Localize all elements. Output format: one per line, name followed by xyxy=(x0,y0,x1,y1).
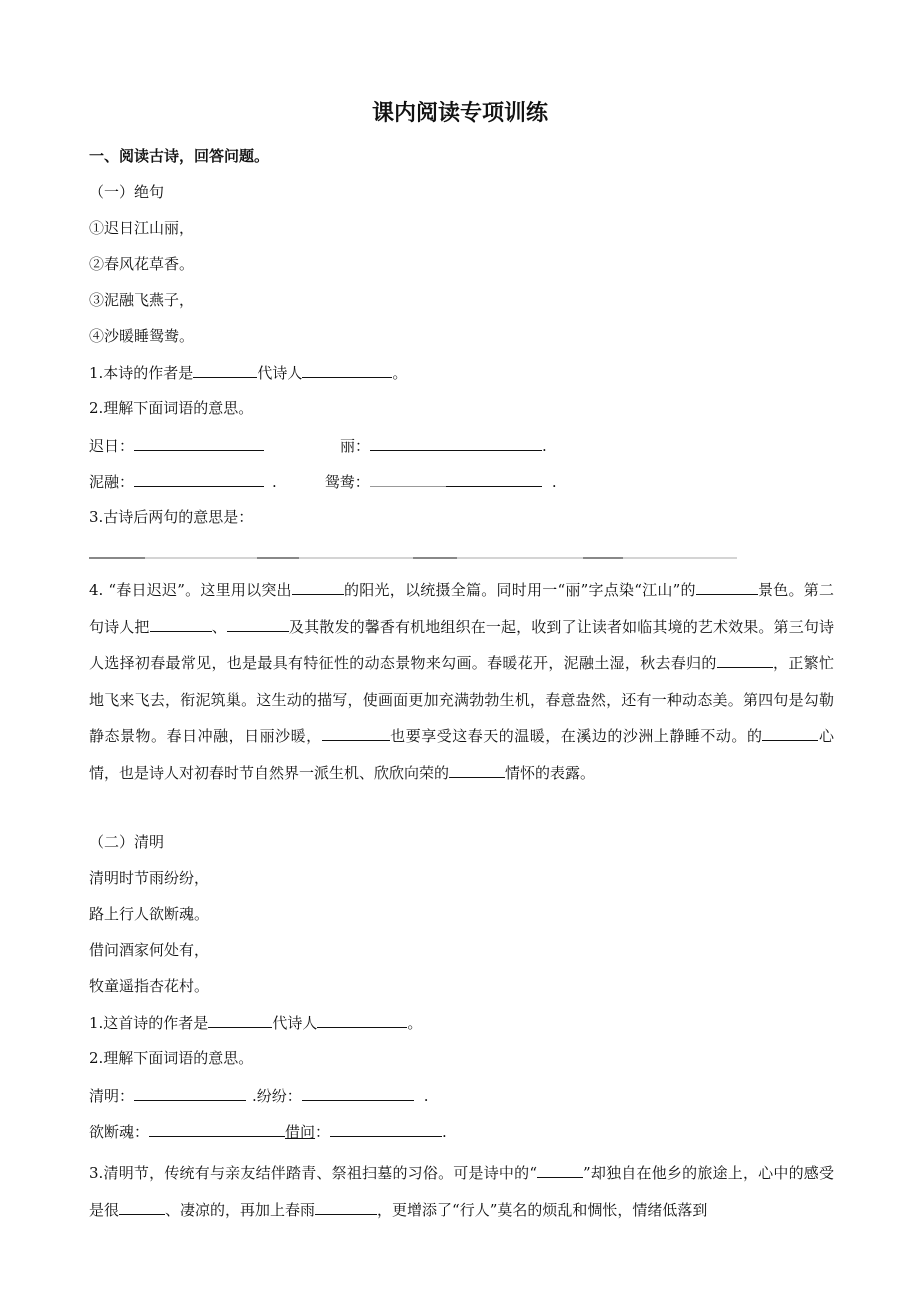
term-jiewen-label: 借问 xyxy=(285,1123,316,1141)
q4-text: 及其散发的馨香有机地组织在一起，收到了让读者如临其境的艺术效果。第三句诗人选择初春最常见，也是最具有特征性的动态景物来勾画。春暖花开，泥融土湿，秋去春归的 xyxy=(89,617,834,672)
answer-blank[interactable] xyxy=(446,471,542,487)
answer-blank[interactable] xyxy=(149,1121,285,1137)
answer-line[interactable] xyxy=(89,546,737,560)
q4-text: 的阳光，以统摄全篇。同时用一“丽”字点染“江山”的 xyxy=(343,581,696,599)
poem2-line-1: 清明时节雨纷纷， xyxy=(89,869,210,887)
question-2-2: 2.理解下面词语的意思。 xyxy=(89,1049,254,1067)
answer-blank[interactable] xyxy=(119,1199,165,1215)
question-2-3 xyxy=(89,1155,834,1228)
q4-text: 景色。第二句诗人把 xyxy=(89,581,834,636)
answer-blank[interactable] xyxy=(370,471,446,487)
term-li-label: 丽： xyxy=(340,437,371,455)
dot: . xyxy=(423,1087,429,1105)
answer-blank[interactable] xyxy=(134,1085,246,1101)
answer-blank[interactable] xyxy=(330,1121,442,1137)
term-row-4 xyxy=(89,1121,447,1142)
answer-blank[interactable] xyxy=(134,435,264,451)
poem1-line-1: ①迟日江山丽， xyxy=(89,219,195,237)
dot: . xyxy=(551,473,557,491)
poem2-line-3: 借问酒家何处有， xyxy=(89,941,210,959)
answer-blank[interactable] xyxy=(696,579,758,595)
answer-blank[interactable] xyxy=(134,471,264,487)
q1-prefix: 1.本诗的作者是 xyxy=(89,364,194,382)
term-yuanyang-label: 鸳鸯： xyxy=(324,473,370,491)
answer-blank[interactable] xyxy=(302,1085,414,1101)
page-title: 课内阅读专项训练 xyxy=(371,101,548,126)
poem1-line-2: ②春风花草香。 xyxy=(89,255,195,273)
question-1-4 xyxy=(89,572,834,791)
question-1-1 xyxy=(89,362,407,383)
answer-blank[interactable] xyxy=(193,362,257,378)
q2-3-text: 3.清明节，传统有与亲友结伴踏青、祭祖扫墓的习俗。可是诗中的“ xyxy=(89,1164,538,1182)
term-row-2 xyxy=(89,471,557,492)
term-fenfen-label: .纷纷： xyxy=(252,1087,302,1105)
term-nirong-label: 泥融： xyxy=(89,473,135,491)
dot: . xyxy=(442,1123,447,1141)
q2-3-text: 、凄凉的，再加上春雨 xyxy=(165,1200,316,1219)
q1-suffix: 。 xyxy=(392,364,408,382)
answer-blank[interactable] xyxy=(150,616,212,632)
q2-1-suffix: 。 xyxy=(407,1014,423,1032)
q2-3-text: ，更增添了“行人”莫名的烦乱和惆怅，情绪低落到 xyxy=(377,1200,708,1219)
answer-blank[interactable] xyxy=(208,1012,272,1028)
dot: . xyxy=(542,437,547,455)
q4-text: 心情，也是诗人对初春时节自然界一派生机、欣欣向荣的 xyxy=(89,727,834,782)
term-yuduanhun-label: 欲断魂： xyxy=(89,1123,150,1141)
poem1-line-4: ④沙暖睡鸳鸯。 xyxy=(89,327,195,345)
term-row-3 xyxy=(89,1085,429,1106)
q2-1-mid: 代诗人 xyxy=(272,1014,318,1032)
answer-blank[interactable] xyxy=(537,1162,583,1178)
term-jiewen-colon: ： xyxy=(315,1123,331,1141)
q4-text: 、 xyxy=(211,617,227,636)
question-2-1 xyxy=(89,1012,422,1033)
poem2-line-2: 路上行人欲断魂。 xyxy=(89,905,210,923)
dot: . xyxy=(272,473,277,491)
answer-blank[interactable] xyxy=(302,362,392,378)
q4-text: ，正繁忙地飞来飞去，衔泥筑巢。这生动的描写，使画面更加充满勃勃生机，春意盎然，还有一种动态美。第四句是勾勒静态景物。春日冲融，日丽沙暖， xyxy=(89,654,834,745)
q4-text: 也要享受这春天的温暖，在溪边的沙洲上静睡不动。的 xyxy=(389,727,763,745)
poem1-label: （一）绝句 xyxy=(89,183,165,201)
term-row-1 xyxy=(89,435,547,456)
answer-blank[interactable] xyxy=(717,652,773,668)
question-1-2: 2.理解下面词语的意思。 xyxy=(89,399,254,417)
section-heading: 一、阅读古诗，回答问题。 xyxy=(89,147,270,165)
answer-blank[interactable] xyxy=(762,725,818,741)
answer-blank[interactable] xyxy=(315,1199,377,1215)
question-1-3: 3.古诗后两句的意思是： xyxy=(89,508,254,526)
answer-blank[interactable] xyxy=(322,725,390,741)
answer-blank[interactable] xyxy=(292,579,344,595)
q1-mid: 代诗人 xyxy=(257,364,303,382)
poem2-label: （二）清明 xyxy=(89,833,165,851)
q2-3-text: ”却独自在他乡的旅途上，心中的感受是很 xyxy=(89,1164,835,1219)
answer-blank[interactable] xyxy=(227,616,289,632)
answer-blank[interactable] xyxy=(370,435,542,451)
poem2-line-4: 牧童遥指杏花村。 xyxy=(89,977,210,995)
term-qingming-label: 清明： xyxy=(89,1087,135,1105)
q2-1-prefix: 1.这首诗的作者是 xyxy=(89,1014,209,1032)
answer-blank[interactable] xyxy=(449,762,505,778)
q4-text: 4. “春日迟迟”。这里用以突出 xyxy=(89,581,292,599)
q4-text: 情怀的表露。 xyxy=(505,763,596,782)
poem1-line-3: ③泥融飞燕子， xyxy=(89,291,195,309)
term-chiri-label: 迟日： xyxy=(89,437,135,455)
answer-blank[interactable] xyxy=(317,1012,407,1028)
